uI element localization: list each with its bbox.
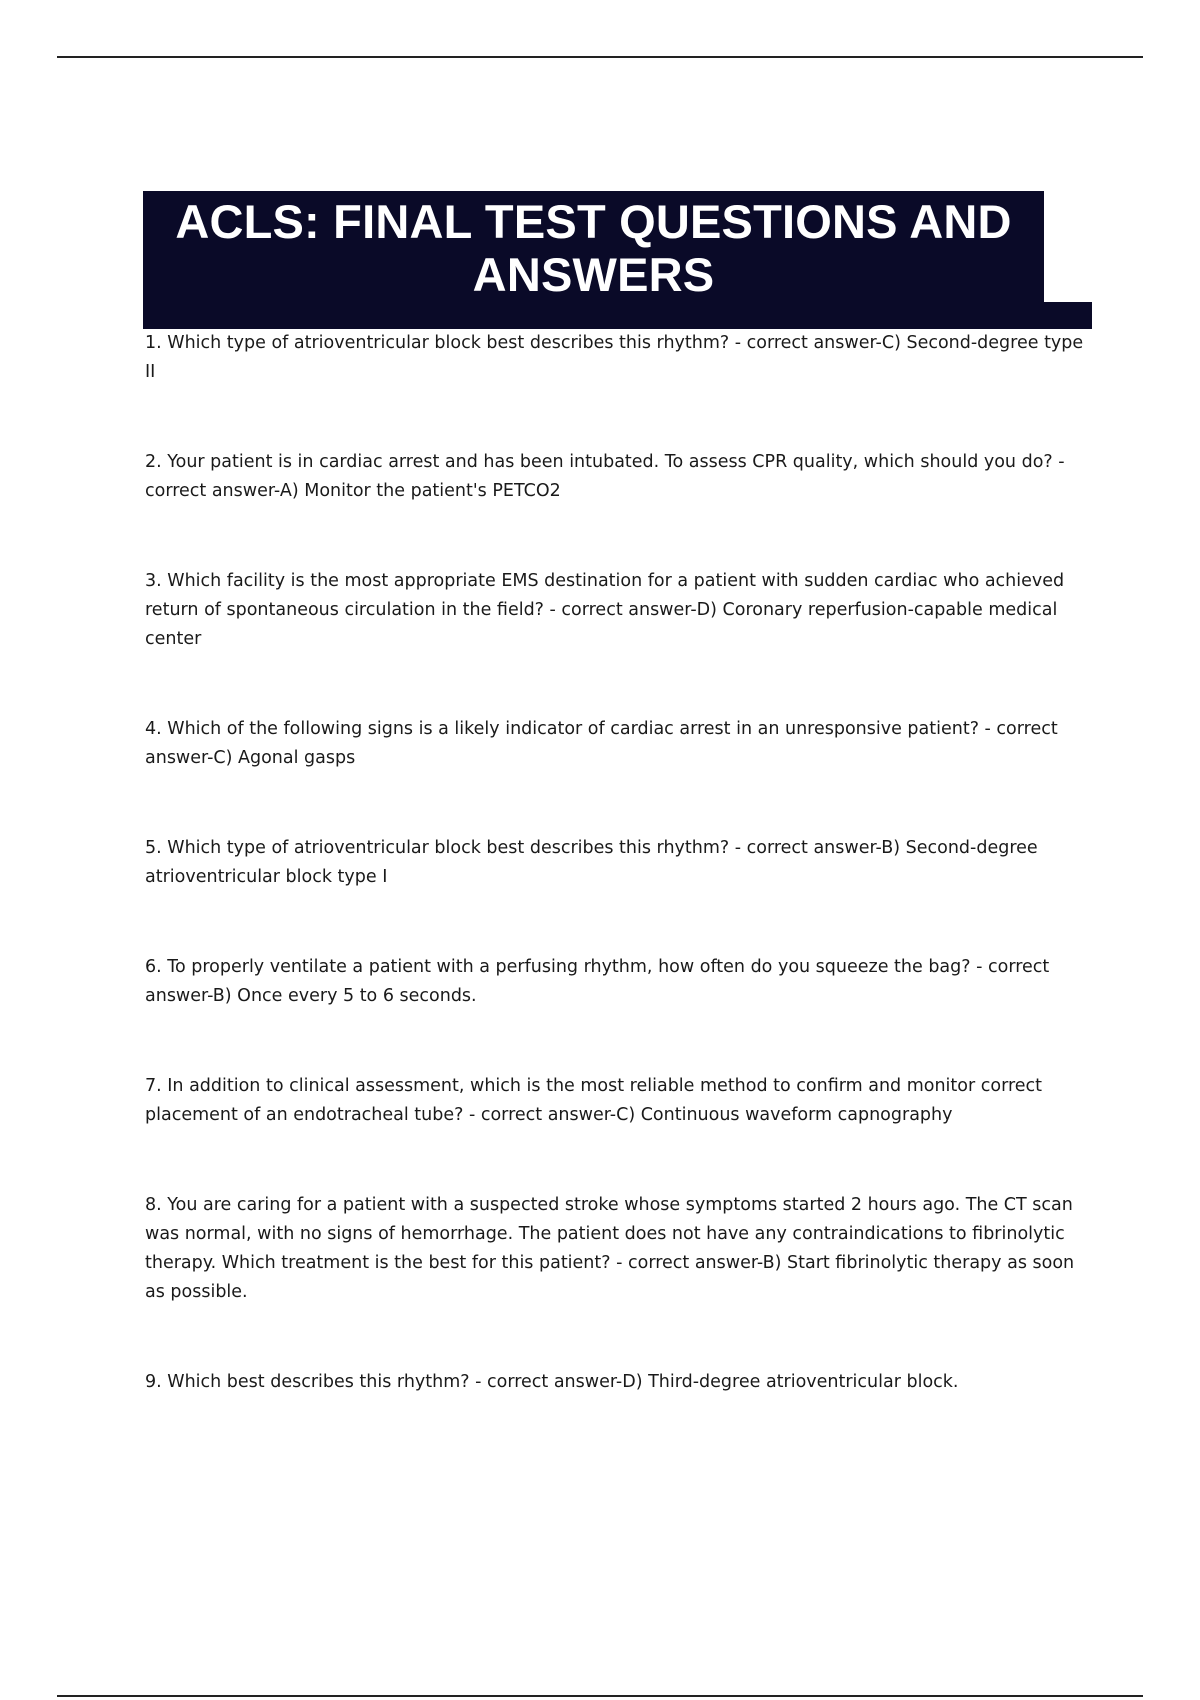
title-background-extension (1044, 302, 1092, 329)
qa-item-1: 1. Which type of atrioventricular block best describes this rhythm? - correct answer-C) Second-degree type II (145, 333, 1084, 382)
title-banner (143, 191, 1043, 329)
qa-item-6: 6. To properly ventilate a patient with a perfusing rhythm, how often do you squeeze the bag? - correct answer-B) Once every 5 to 6 seconds. (145, 957, 1050, 1006)
qa-item-3: 3. Which facility is the most appropriate EMS destination for a patient with sudden cardiac who achieved return of spontaneous circulation in the field? - correct answer-D) Coronary reperfusion-capable medical center (145, 571, 1065, 649)
bottom-rule (57, 1695, 1143, 1697)
document-title: ACLS: FINAL TEST QUESTIONS AND ANSWERS (175, 195, 1012, 301)
qa-item-9: 9. Which best describes this rhythm? - correct answer-D) Third-degree atrioventricular block. (145, 1372, 959, 1392)
qa-item-2: 2. Your patient is in cardiac arrest and has been intubated. To assess CPR quality, which should you do? - correct answer-A) Monitor the patient's PETCO2 (145, 452, 1065, 501)
qa-list (145, 329, 1090, 1458)
qa-item-5: 5. Which type of atrioventricular block best describes this rhythm? - correct answer-B) Second-degree atrioventricular block type I (145, 838, 1038, 887)
qa-item-7: 7. In addition to clinical assessment, which is the most reliable method to confirm and monitor correct placement of an endotracheal tube? - correct answer-C) Continuous waveform capnography (145, 1076, 1043, 1125)
top-rule (57, 56, 1143, 58)
qa-item-4: 4. Which of the following signs is a likely indicator of cardiac arrest in an unresponsive patient? - correct answer-C) Agonal gasps (145, 719, 1058, 768)
qa-item-8: 8. You are caring for a patient with a suspected stroke whose symptoms started 2 hours ago. The CT scan was normal, with no signs of hemorrhage. The patient does not have any contraindications to fibrinolytic therapy. Which treatment is the best for this patient? - correct answer-B) Start fibrinolytic therapy as soon as possible. (145, 1195, 1075, 1302)
